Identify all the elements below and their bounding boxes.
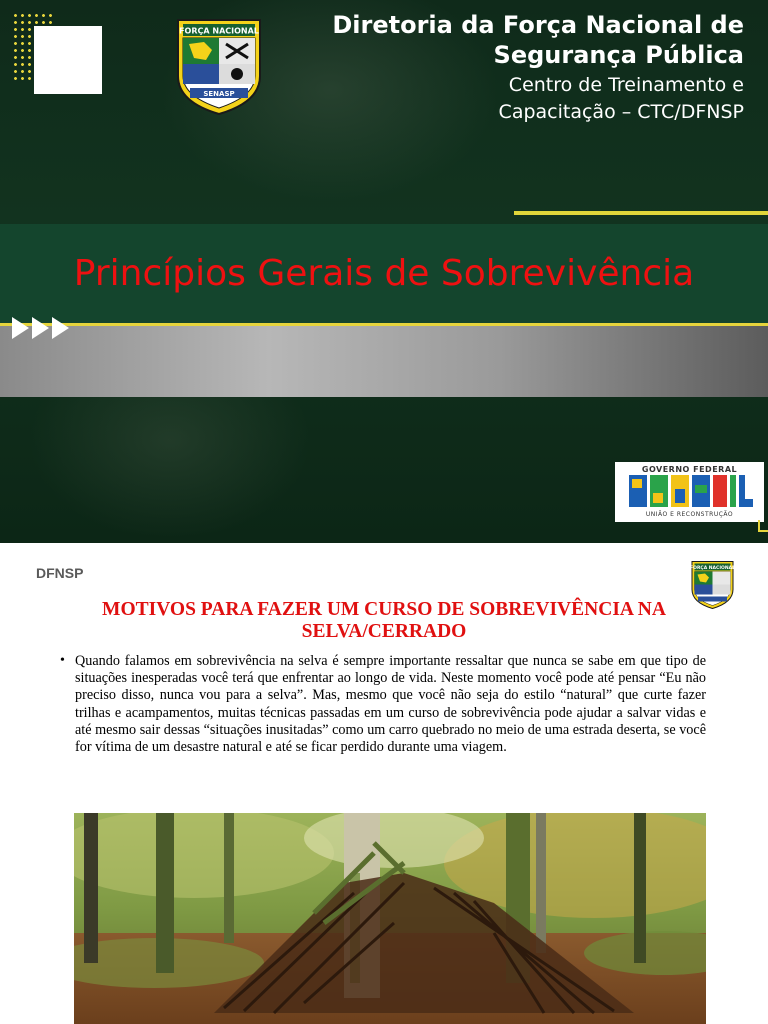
gov-logo-top-text: GOVERNO FEDERAL — [641, 465, 738, 474]
org-title-line-2: Segurança Pública — [493, 41, 744, 69]
gray-gradient-bar — [0, 326, 768, 397]
organization-subtitle — [274, 72, 744, 126]
bullet-marker: • — [60, 653, 65, 668]
badge-top-text: FORÇA NACIONAL — [179, 26, 259, 36]
forest-shelter-photo-icon — [74, 813, 706, 1024]
badge-small-top-text: FORÇA NACIONAL — [690, 565, 735, 571]
dfnsp-header-label: DFNSP — [36, 565, 84, 581]
organization-title — [274, 10, 744, 70]
content-slide-title — [56, 599, 712, 643]
org-sub-line-1: Centro de Treinamento e — [508, 74, 744, 96]
body-paragraph: Quando falamos em sobrevivência na selva é sempre importante ressaltar que nunca se sabe em que tipo de situações inesperadas você terá que enfrentar ao longo de vida. Neste momento você pode até pensar “Eu não preciso disso, nunca vou para a selva”. Mas, mesmo que você não seja do estilo “natural” que curte fazer trilhas e acampamentos, muitas técnicas passadas em um curso de sobrevivência pode ajudar a salvar vidas e até mesmo sair dessas “situações inusitadas” como um carro quebrado no meio de uma estrada deserta, se você for vítima de um desastre natural e até se ficar perdido durante uma viagem. — [75, 653, 706, 756]
badge-bottom-text: SENASP — [203, 90, 235, 98]
forca-nacional-badge-icon — [172, 14, 266, 116]
white-square-decoration — [34, 26, 102, 94]
org-title-line-1: Diretoria da Força Nacional de — [332, 11, 744, 39]
yellow-accent-line — [514, 211, 768, 215]
content-title-line-1: MOTIVOS PARA FAZER UM CURSO DE SOBREVIVÊNCIA NA — [102, 599, 666, 620]
corner-mark-decoration — [758, 520, 768, 532]
content-slide — [0, 543, 768, 1024]
governo-federal-logo — [615, 462, 764, 522]
gov-logo-word: BRASIL — [683, 493, 699, 498]
gov-logo-bottom-text: UNIÃO E RECONSTRUÇÃO — [645, 511, 734, 518]
content-title-line-2: SELVA/CERRADO — [301, 621, 467, 642]
slide-title: Princípios Gerais de Sobrevivência — [73, 253, 695, 294]
org-sub-line-2: Capacitação – CTC/DFNSP — [498, 101, 744, 123]
triple-arrow-icon — [12, 315, 72, 341]
brasil-wordmark-icon — [629, 475, 753, 507]
